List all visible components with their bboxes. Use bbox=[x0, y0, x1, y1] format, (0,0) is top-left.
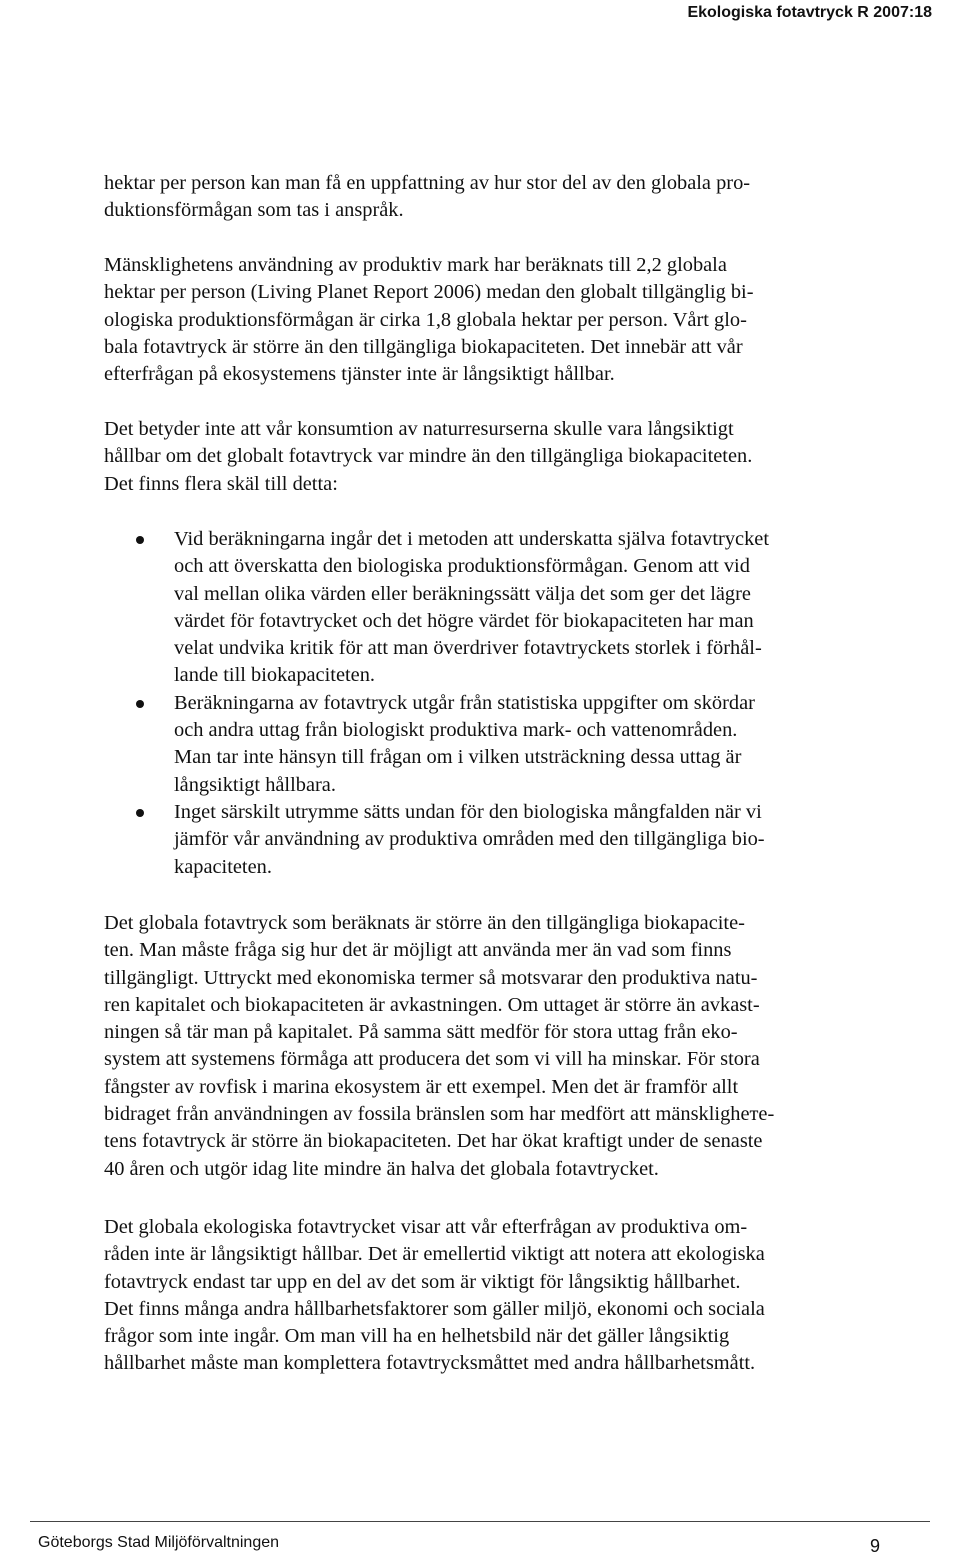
bullet-icon bbox=[136, 700, 144, 708]
paragraph-text: hektar per person kan man få en uppfattning av hur stor del av den globala pro- duktionsförmågan som tas i anspråk. bbox=[104, 172, 751, 222]
list-item-text: Inget särskilt utrymme sätts undan för den biologiska mångfalden när vi jämför vår användning av produktiva områden med den tillgängliga bio- kapaciteten. bbox=[174, 800, 765, 878]
paragraph-text: Det globala fotavtryck som beräknats är större än den tillgängliga biokapacite- ten. Man måste fråga sig hur det är möjligt att använda mer än vad som finns tillgängligt. Uttryckt med ekonomiska termer så motsvarar den produktiva natu- ren kapitalet och biokapaciteten är avkastningen. Om uttaget är större än avkast- ningen så tär man på kapitalet. På samma sätt medför för stora uttag från eko- system att systemens förmåga att producera det som vi vill ha minskar. För stora fångster av rovfisk i marina ekosystem är ett exempel. Men det är framför allt bidraget från användningen av fossila bränslen som har medfört att mänskligheте- tens fotavtryck är större än biokapaciteten. Det har ökat kraftigt under de senaste 40 åren och utgör idag lite mindre än halva det globala fotavtrycket. bbox=[104, 912, 775, 1180]
bullet-icon bbox=[136, 536, 144, 544]
paragraph-text: Mänsklighetens användning av produktiv mark har beräknats till 2,2 globala hektar per person (Living Planet Report 2006) medan den globalt tillgänglig bi- ologiska produktionsförmågan är cirka 1,8 globala hektar per person. Vårt glo- bala fotavtryck är större än den tillgängliga biokapaciteten. Det innebär att vår efterfrågan på ekosystemens tjänster inte är långsiktigt hållbar. bbox=[104, 254, 754, 386]
list-item-text: Beräkningarna av fotavtryck utgår från statistiska uppgifter om skördar och andra uttag från biologiskt produktiva mark- och vattenområden. Man tar inte hänsyn till frågan om i vilken utsträckning dessa uttag är långsiktigt hållbara. bbox=[174, 691, 755, 796]
bullet-icon bbox=[136, 809, 144, 817]
paragraph-intro-continuation bbox=[104, 170, 864, 225]
list-item bbox=[104, 799, 894, 881]
list-item bbox=[104, 690, 894, 799]
footer-divider bbox=[30, 1521, 930, 1522]
paragraph-text: Det globala ekologiska fotavtrycket visar att vår efterfrågan av produktiva om- råden inte är långsiktigt hållbar. Det är emellertid viktigt att notera att ekologiska fotavtryck endast tar upp en del av det som är viktigt för långsiktig hållbarhet. Det finns många andra hållbarhetsfaktorer som gäller miljö, ekonomi och sociala frågor som inte ingår. Om man vill ha en helhetsbild när det gäller långsiktig hållbarhet måste man komplettera fotavtrycksmåttet med andra hållbarhetsmått. bbox=[104, 1216, 765, 1375]
paragraph-reasons-intro bbox=[104, 416, 864, 498]
paragraph-text: Det betyder inte att vår konsumtion av naturresurserna skulle vara långsiktigt hållbar om det globalt fotavtryck var mindre än den tillgängliga biokapaciteten. Det finns flera skäl till detta: bbox=[104, 418, 753, 495]
reasons-bullet-list bbox=[104, 526, 894, 881]
footer-organization: Göteborgs Stad Miljöförvaltningen bbox=[38, 1534, 280, 1551]
list-item-text: Vid beräkningarna ingår det i metoden att underskatta själva fotavtrycket och att överskatta den biologiska produktionsförmågan. Genom att vid val mellan olika värden eller beräkningssätt välja det som ger det lägre värdet för fotavtrycket och det högre värdet för biokapaciteten har man velat undvika kritik för att man överdriver fotavtryckets storlek i förhål- lande till biokapaciteten. bbox=[174, 528, 769, 687]
paragraph-conclusion bbox=[104, 1214, 864, 1378]
paragraph-land-use bbox=[104, 252, 864, 388]
page-number: 9 bbox=[869, 1536, 880, 1556]
paragraph-global-footprint bbox=[104, 910, 864, 1183]
page-header-title: Ekologiska fotavtryck R 2007:18 bbox=[687, 4, 932, 21]
list-item bbox=[104, 526, 894, 690]
